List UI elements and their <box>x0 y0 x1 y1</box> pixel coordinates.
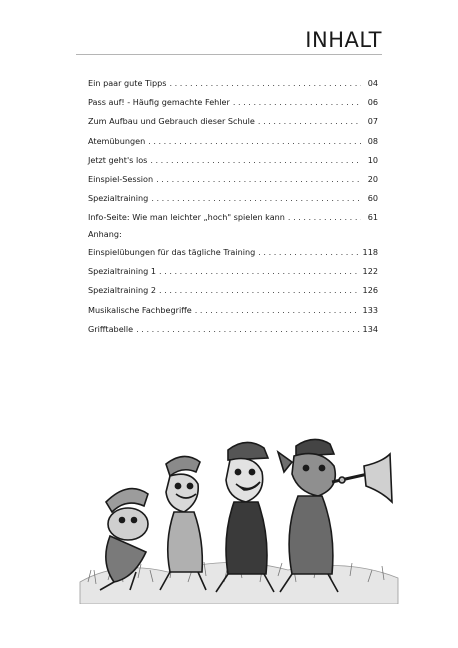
dot-leader <box>136 324 359 334</box>
table-of-contents <box>88 78 378 232</box>
dot-leader <box>233 97 361 107</box>
toc-entry-page: 20 <box>367 173 378 184</box>
toc-row[interactable] <box>88 324 378 343</box>
toc-row[interactable] <box>88 193 378 212</box>
toc-entry-title: Spezialtraining <box>88 193 149 204</box>
toc-row[interactable] <box>88 97 378 116</box>
toc-entry-page: 133 <box>362 304 378 315</box>
toc-row[interactable] <box>88 174 378 193</box>
dot-leader <box>156 174 361 184</box>
toc-entry-page: 10 <box>367 154 378 165</box>
toc-entry-page: 61 <box>367 212 378 223</box>
toc-entry-page: 04 <box>367 78 378 88</box>
page-title: INHALT <box>305 28 382 52</box>
toc-entry-title: Atemübungen <box>88 135 146 146</box>
toc-entry-page: 122 <box>362 266 378 277</box>
toc-row[interactable] <box>88 78 378 97</box>
toc-entry-title: Jetzt geht's los <box>88 154 148 165</box>
toc-entry-title: Pass auf! - Häufig gemachte Fehler <box>88 97 230 108</box>
toc-entry-title: Ein paar gute Tipps <box>88 78 167 88</box>
toc-entry-title: Info-Seite: Wie man leichter „hoch" spielen kann <box>88 212 285 223</box>
toc-row[interactable] <box>88 136 378 155</box>
dot-leader <box>258 247 359 257</box>
dot-leader <box>151 193 361 203</box>
toc-row[interactable] <box>88 247 378 266</box>
toc-entry-page: 06 <box>367 97 378 108</box>
toc-entry-page: 08 <box>367 135 378 146</box>
marching-band-cartoon-illustration <box>78 432 400 604</box>
toc-entry-title: Musikalische Fachbegriffe <box>88 304 192 315</box>
appendix-contents <box>88 229 378 343</box>
toc-row[interactable] <box>88 305 378 324</box>
toc-entry-title: Grifftabelle <box>88 323 134 334</box>
toc-entry-title: Einspielübungen für das tägliche Training <box>88 247 256 257</box>
dot-leader <box>195 305 360 315</box>
toc-entry-page: 07 <box>367 116 378 127</box>
appendix-label: Anhang: <box>88 229 122 239</box>
toc-entry-title: Einspiel-Session <box>88 173 154 184</box>
dot-leader <box>288 212 361 222</box>
heading-divider <box>76 54 382 55</box>
dot-leader <box>159 285 360 295</box>
dot-leader <box>169 78 361 88</box>
toc-entry-title: Spezialtraining 1 <box>88 266 157 277</box>
toc-row[interactable] <box>88 285 378 304</box>
dot-leader <box>258 116 361 126</box>
toc-entry-title: Spezialtraining 2 <box>88 285 157 296</box>
toc-entry-page: 126 <box>362 285 378 296</box>
toc-entry-page: 60 <box>367 193 378 204</box>
toc-entry-page: 118 <box>362 247 378 257</box>
toc-row[interactable] <box>88 155 378 174</box>
toc-entry-title: Zum Aufbau und Gebrauch dieser Schule <box>88 116 255 127</box>
toc-entry-page: 134 <box>362 323 378 334</box>
toc-row[interactable] <box>88 266 378 285</box>
dot-leader <box>148 136 361 146</box>
dot-leader <box>159 266 360 276</box>
toc-row[interactable] <box>88 116 378 135</box>
dot-leader <box>150 155 361 165</box>
